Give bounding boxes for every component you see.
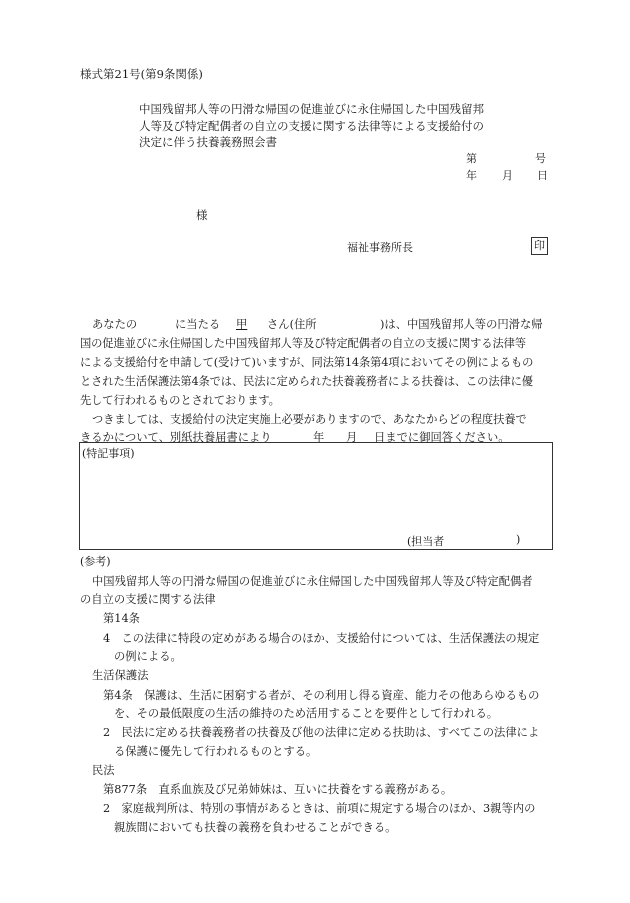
body-last-day: 日までに御回答ください。: [374, 431, 510, 444]
body-line-1e: )は、中国残留邦人等の円滑な帰: [380, 318, 543, 331]
reference-heading: (参考): [80, 555, 111, 568]
law3-para2-1: 2 家庭裁判所は、特別の事情があるときは、前項に規定する場合のほか、3親等内の: [103, 802, 536, 815]
law2-para2-2: る保護に優先して行われるものとする。: [114, 745, 318, 758]
body-line-5: 先して行われるものとされております。: [80, 394, 280, 407]
law1-article: 第14条: [103, 612, 140, 625]
form-number: 様式第21号(第9条関係): [80, 67, 203, 81]
staff-label: (担当者: [407, 535, 445, 548]
body-line-1a: あなたの: [92, 318, 138, 331]
special-notes-label: (特記事項): [82, 447, 135, 460]
date-year: 年: [466, 169, 477, 182]
number-dai: 第: [466, 152, 477, 165]
body-last-year: 年: [313, 431, 325, 444]
body-line-1d: さん(住所: [267, 318, 317, 331]
law2-art4-2: を、その最低限度の生活の維持のため活用することを要件として行われる。: [114, 707, 499, 720]
law3-title: 民法: [92, 764, 115, 777]
title-line-3: 決定に伴う扶養義務照会書: [139, 135, 277, 149]
seal-mark: 印: [531, 237, 548, 255]
date-month: 月: [502, 169, 513, 182]
body-line-6: つきましては、支援給付の決定実施上必要がありますので、あなたからどの程度扶養で: [92, 413, 527, 426]
law2-para2-1: 2 民法に定める扶養義務者の扶養及び他の法律に定める扶助は、すべてこの法律によ: [103, 726, 540, 739]
number-go: 号: [535, 152, 546, 165]
body-line-4: とされた生活保護法第4条では、民法に定められた扶養義務者による扶養は、この法律に優: [80, 375, 533, 388]
law1-para-2: の例による。: [114, 650, 182, 663]
body-last-month: 月: [346, 431, 358, 444]
law2-title: 生活保護法: [92, 669, 149, 682]
body-last-a: きるかについて、別紙扶養届書により: [80, 431, 272, 444]
body-line-2: 国の促進並びに永住帰国した中国残留邦人等及び特定配偶者の自立の支援に関する法律等: [80, 337, 526, 350]
body-line-1b: に当たる: [175, 318, 221, 331]
law1-title-1: 中国残留邦人等の円滑な帰国の促進並びに永住帰国した中国残留邦人等及び特定配偶者: [92, 575, 533, 588]
law1-title-2: の自立の支援に関する法律: [80, 593, 216, 606]
special-notes-box: [79, 442, 553, 550]
staff-close: ): [516, 533, 521, 546]
title-line-2: 人等及び特定配偶者の自立の支援に関する法律等による支援給付の: [139, 119, 484, 133]
law3-para2-2: 親族間においても扶養の義務を負わせることができる。: [114, 821, 397, 834]
title-line-1: 中国残留邦人等の円滑な帰国の促進並びに永住帰国した中国残留邦: [139, 102, 484, 116]
addressee-suffix: 様: [196, 208, 208, 222]
law1-para-1: 4 この法律に特段の定めがある場合のほか、支援給付については、生活保護法の規定: [103, 632, 540, 645]
body-line-1c: 甲: [236, 318, 248, 331]
date-day: 日: [537, 169, 548, 182]
body-line-3: による支援給付を申請して(受けて)いますが、同法第14条第4項においてその例によるもの: [80, 356, 534, 369]
law3-art877: 第877条 直系血族及び兄弟姉妹は、互いに扶養をする義務がある。: [103, 783, 453, 796]
sender-title: 福祉事務所長: [347, 241, 413, 254]
law2-art4-1: 第4条 保護は、生活に困窮する者が、その利用し得る資産、能力その他あらゆるもの: [103, 689, 540, 702]
